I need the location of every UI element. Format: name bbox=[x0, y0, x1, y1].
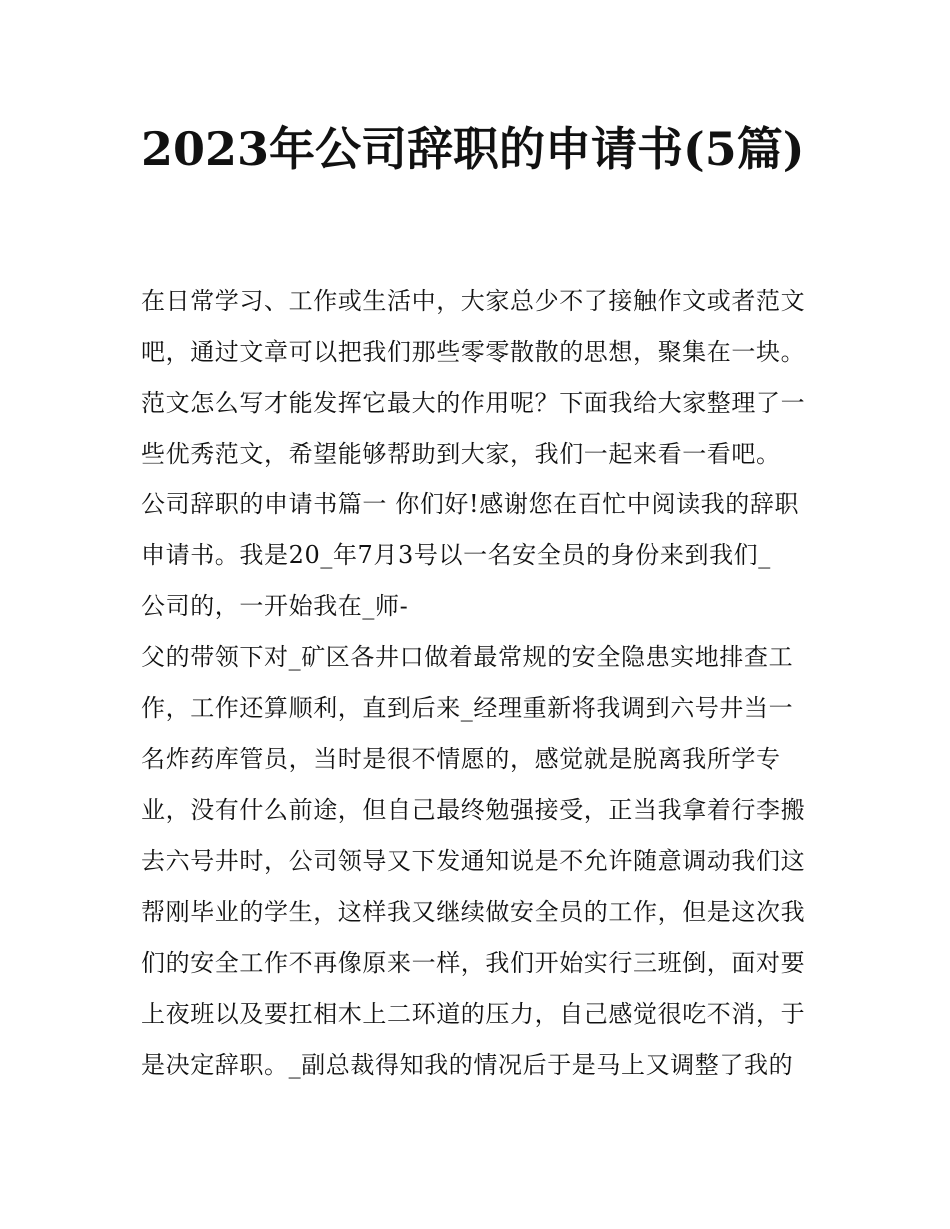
section-line: 父的带领下对_矿区各井口做着最常规的安全隐患实地排查工 bbox=[141, 643, 794, 671]
section-line: 去六号井时，公司领导又下发通知说是不允许随意调动我们这 bbox=[141, 847, 806, 875]
section-line: 作，工作还算顺利，直到后来_经理重新将我调到六号井当一 bbox=[141, 694, 794, 722]
section-line: 上夜班以及要扛相木上二环道的压力，自己感觉很吃不消，于 bbox=[141, 1000, 806, 1028]
section-line: 帮刚毕业的学生，这样我又继续做安全员的工作，但是这次我 bbox=[141, 898, 806, 926]
section-line: 是决定辞职。_副总裁得知我的情况后于是马上又调整了我的 bbox=[141, 1051, 794, 1079]
intro-line: 些优秀范文，希望能够帮助到大家，我们一起来看一看吧。 bbox=[141, 440, 781, 468]
intro-line: 范文怎么写才能发挥它最大的作用呢？下面我给大家整理了一 bbox=[141, 389, 806, 417]
section-line: 名炸药库管员，当时是很不情愿的，感觉就是脱离我所学专 bbox=[141, 745, 781, 773]
intro-paragraph bbox=[141, 276, 813, 480]
section-line: 公司的，一开始我在_师- bbox=[141, 592, 409, 620]
section-line: 们的安全工作不再像原来一样，我们开始实行三班倒，面对要 bbox=[141, 949, 806, 977]
resignation-letter-section-1 bbox=[141, 479, 813, 1091]
section-line: 申请书。我是20_年7月3号以一名安全员的身份来到我们_ bbox=[141, 541, 771, 569]
intro-line: 吧，通过文章可以把我们那些零零散散的思想，聚集在一块。 bbox=[141, 338, 806, 366]
intro-line: 在日常学习、工作或生活中，大家总少不了接触作文或者范文 bbox=[141, 287, 806, 315]
document-title: 2023年公司辞职的申请书(5篇) bbox=[141, 122, 805, 176]
section-line: 公司辞职的申请书篇一 你们好!感谢您在百忙中阅读我的辞职 bbox=[141, 490, 800, 518]
section-line: 业，没有什么前途，但自己最终勉强接受，正当我拿着行李搬 bbox=[141, 796, 806, 824]
